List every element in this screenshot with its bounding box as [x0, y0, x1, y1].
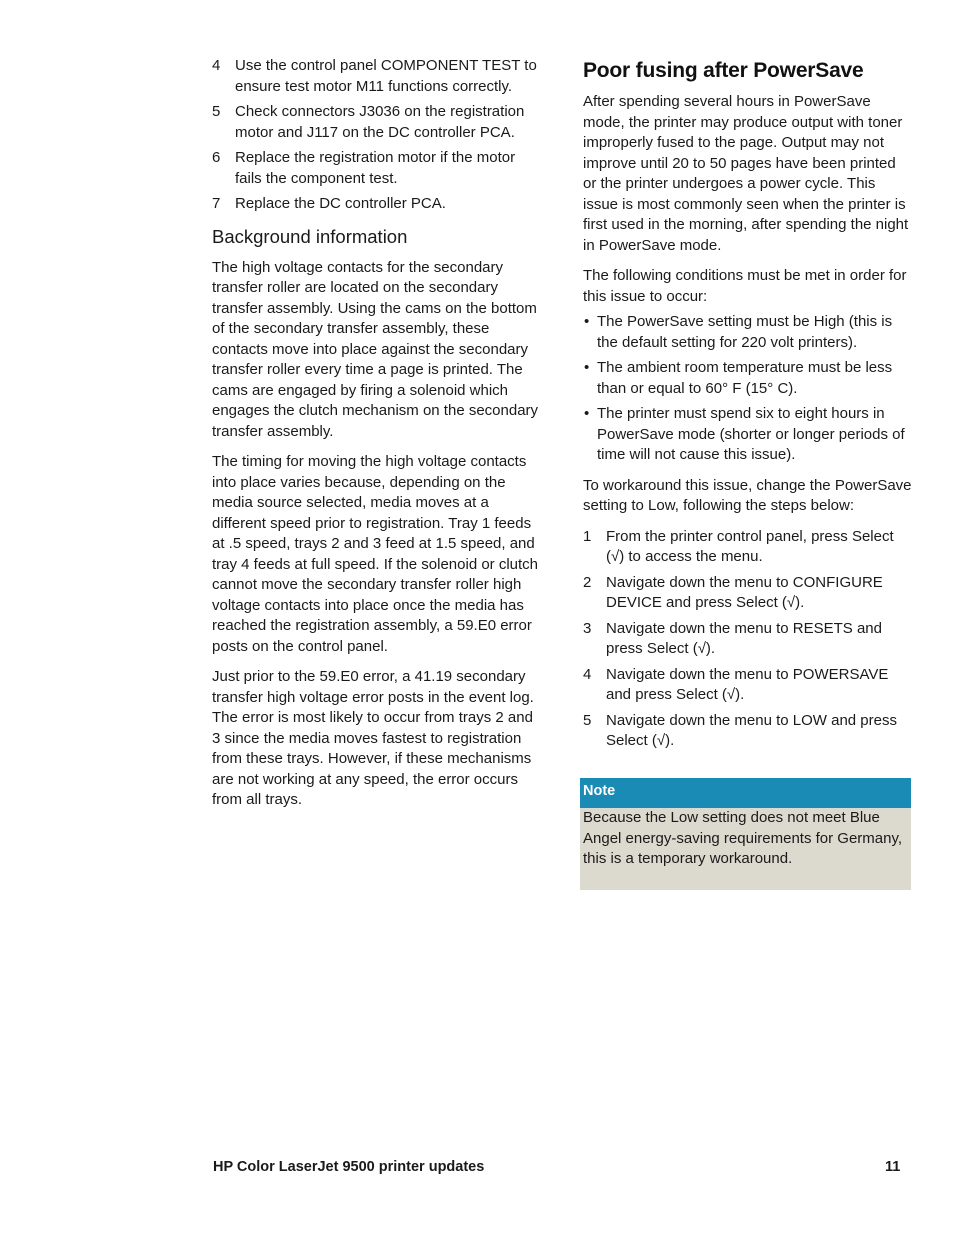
right-column — [583, 56, 913, 757]
step-number: 5 — [212, 103, 221, 120]
step-item — [583, 573, 913, 614]
step-item — [212, 148, 542, 189]
step-text: Navigate down the menu to POWERSAVE and press Select (√). — [606, 665, 889, 703]
step-item — [583, 619, 913, 660]
left-column — [212, 56, 542, 821]
bullet-icon: • — [584, 359, 590, 376]
step-text: Navigate down the menu to RESETS and press Select (√). — [606, 619, 882, 657]
bullet-text: The PowerSave setting must be High (this is the default setting for 220 volt printers). — [597, 313, 893, 351]
step-text: Navigate down the menu to LOW and press Select (√). — [606, 711, 897, 749]
bullet-text: The ambient room temperature must be less than or equal to 60° F (15° C). — [597, 359, 893, 397]
conditions-intro: The following conditions must be met in order for this issue to occur: — [583, 267, 907, 305]
step-number: 4 — [212, 57, 221, 74]
workaround-intro: To workaround this issue, change the PowerSave setting to Low, following the steps below: — [583, 476, 912, 514]
intro-paragraph: After spending several hours in PowerSave mode, the printer may produce output with toner improperly fused to the page. Output may not improve until 20 to 50 pages have been printed or the printer undergoes a power cycle. This issue is most commonly seen when the printer is first used in the morning, after spending the night in PowerSave mode. — [583, 93, 909, 254]
step-item — [583, 665, 913, 706]
step-number: 7 — [212, 195, 221, 212]
step-text: Use the control panel COMPONENT TEST to ensure test motor M11 functions correctly. — [235, 57, 537, 95]
step-text: From the printer control panel, press Select (√) to access the menu. — [606, 527, 894, 565]
step-number: 4 — [583, 665, 592, 683]
background-paragraph: The timing for moving the high voltage contacts into place varies because, depending on the media source selected, media moves at a different speed prior to registration. Tray 1 feeds at .5 speed, trays 2 and 3 feed at 1.5 speed, and tray 4 feeds at full speed. If the solenoid or clutch cannot move the secondary transfer roller high voltage contacts into place once the media has reached the registration assembly, a 59.E0 error posts on the control panel. — [212, 453, 539, 655]
step-text: Replace the DC controller PCA. — [235, 195, 446, 212]
step-item — [212, 56, 542, 97]
section-heading: Poor fusing after PowerSave — [583, 59, 864, 82]
step-item — [583, 527, 913, 568]
background-paragraph: The high voltage contacts for the secondary transfer roller are located on the secondary transfer assembly. Using the cams on the bottom of the secondary transfer assembly, these contacts move into place against the secondary transfer roller every time a page is printed. The cams are engaged by firing a solenoid which engages the clutch mechanism on the secondary transfer assembly. — [212, 258, 539, 440]
condition-bullet — [583, 312, 913, 353]
step-number: 1 — [583, 527, 592, 545]
step-text: Navigate down the menu to CONFIGURE DEVICE and press Select (√). — [606, 573, 883, 611]
condition-bullet — [583, 358, 913, 399]
step-number: 2 — [583, 573, 592, 591]
page-number: 11 — [885, 1159, 901, 1175]
step-number: 5 — [583, 711, 592, 729]
footer-title: HP Color LaserJet 9500 printer updates — [213, 1159, 485, 1175]
background-subheading: Background information — [212, 225, 408, 247]
step-number: 6 — [212, 149, 221, 166]
step-text: Check connectors J3036 on the registration motor and J117 on the DC controller PCA. — [235, 103, 525, 141]
step-item — [212, 194, 542, 215]
step-number: 3 — [583, 619, 592, 637]
bullet-icon: • — [584, 405, 590, 422]
bullet-text: The printer must spend six to eight hours in PowerSave mode (shorter or longer periods of time will not cause this issue). — [597, 405, 905, 463]
note-box — [580, 778, 911, 890]
background-paragraph: Just prior to the 59.E0 error, a 41.19 secondary transfer high voltage error posts in the event log. The error is most likely to occur from trays 2 and 3 since the media moves fastest to registration from these trays. However, if these mechanisms are not working at any speed, the error occurs from all trays. — [212, 668, 534, 808]
condition-bullet — [583, 404, 913, 466]
step-text: Replace the registration motor if the motor fails the component test. — [235, 149, 516, 187]
step-item — [212, 102, 542, 143]
bullet-icon: • — [584, 313, 590, 330]
step-item — [583, 711, 913, 752]
note-label: Note — [580, 778, 911, 808]
note-text: Because the Low setting does not meet Blue Angel energy-saving requirements for Germany, this is a temporary workaround. — [583, 809, 903, 867]
